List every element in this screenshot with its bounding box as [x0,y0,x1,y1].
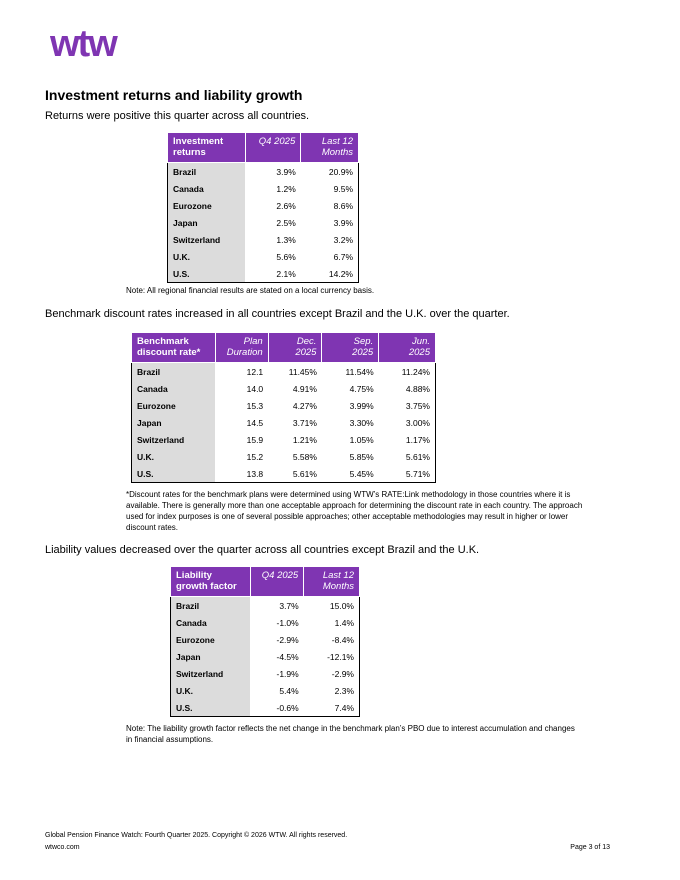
row-label: Switzerland [132,431,216,448]
table-cell: 5.61% [405,451,430,462]
table-row [168,197,359,214]
table-cell: 7.4% [334,702,354,713]
liability-growth-table [170,566,360,717]
investment-returns-table [167,132,359,283]
section-title: Investment returns and liability growth [45,87,303,103]
table-row [171,631,360,648]
page-number: Page 3 of 13 [570,844,610,851]
returns-note: Note: All regional financial results are stated on a local currency basis. [126,286,375,295]
table-cell: 13.8 [246,468,264,479]
table-cell: -12.1% [327,651,354,662]
row-label: Brazil [132,363,216,381]
table-row [168,180,359,197]
column-header [322,333,379,363]
row-label: Switzerland [171,665,251,682]
header-line: 2025 [352,347,374,358]
table-cell: 5.4% [279,685,299,696]
column-header [168,133,246,163]
table-cell: 2.6% [276,200,296,211]
table-row [168,265,359,283]
row-label: Canada [168,180,246,197]
header-line: returns [173,147,206,158]
table-cell: 1.21% [292,434,317,445]
table-cell: 14.5 [246,417,264,428]
header-line: 2025 [295,347,317,358]
footer-copyright: Global Pension Finance Watch: Fourth Quarter 2025. Copyright © 2026 WTW. All rights reserved. [45,832,348,839]
table-cell: 15.0% [329,600,354,611]
row-label: Japan [171,648,251,665]
table-cell: 1.3% [276,234,296,245]
table-cell: 3.99% [349,400,374,411]
column-header [301,133,359,163]
table-cell: 12.1 [246,366,264,377]
intro-discount: Benchmark discount rates increased in all countries except Brazil and the U.K. over the quarter. [45,308,510,320]
table-cell: 5.71% [405,468,430,479]
row-label: Canada [132,380,216,397]
table-row [171,665,360,682]
table-cell: 3.75% [405,400,430,411]
row-label: Japan [168,214,246,231]
table-cell: 3.7% [279,600,299,611]
table-cell: 14.0 [246,383,264,394]
table-row [171,648,360,665]
header-line: discount rate* [137,347,201,358]
column-header [132,333,216,363]
table-row [171,682,360,699]
header-line: growth factor [176,581,237,592]
table-row [132,363,436,381]
table-cell: 4.88% [405,383,430,394]
table-header-row [132,333,436,363]
header-line: 2025 [408,347,430,358]
header-line: Months [322,581,354,592]
table-cell: 14.2% [328,268,353,279]
header-line: Q4 2025 [261,570,299,581]
table-cell: 5.6% [276,251,296,262]
header-line: Q4 2025 [258,136,296,147]
row-label: U.K. [171,682,251,699]
column-header [245,133,301,163]
table-cell: 1.05% [349,434,374,445]
table-cell: -8.4% [331,634,354,645]
table-cell: -0.6% [276,702,299,713]
table-cell: -1.9% [276,668,299,679]
row-label: Switzerland [168,231,246,248]
table-row [168,231,359,248]
column-header [250,567,304,597]
table-row [168,214,359,231]
table-cell: 11.24% [401,366,430,377]
row-label: Eurozone [132,397,216,414]
column-header [304,567,360,597]
table-row [132,397,436,414]
liability-note: Note: The liability growth factor reflects the net change in the benchmark plan’s PBO due to interest accumulation and changes in financial assumptions. [126,724,575,744]
row-label: Canada [171,614,251,631]
header-line: Jun. [412,336,430,347]
table-cell: 3.9% [333,217,353,228]
table-header-row [168,133,359,163]
discount-note: *Discount rates for the benchmark plans were determined using WTW’s RATE:Link methodology in those countries where it is available. There is generally more than one acceptable approach for determining the discount rate in each country. The approach used for index purposes is one of several possible approaches; other acceptable methodologies may result in higher or lower discount rates. [126,490,583,532]
table-cell: 5.61% [292,468,317,479]
intro-returns: Returns were positive this quarter across all countries. [45,110,310,122]
table-cell: 11.45% [288,366,317,377]
header-line: Investment [173,136,224,147]
column-header [379,333,436,363]
intro-liability: Liability values decreased over the quarter across all countries except Brazil and the U.K. [45,544,480,556]
table-cell: 4.27% [292,400,317,411]
table-cell: 6.7% [333,251,353,262]
header-line: Last 12 [321,136,353,147]
table-row [168,163,359,181]
table-cell: 5.85% [349,451,374,462]
table-cell: 3.00% [405,417,430,428]
table-cell: 2.3% [334,685,354,696]
row-label: U.S. [171,699,251,717]
table-cell: 8.6% [333,200,353,211]
table-cell: 11.54% [345,366,374,377]
header-line: Last 12 [322,570,354,581]
table-cell: -2.9% [276,634,299,645]
table-cell: 15.9 [246,434,264,445]
header-line: Duration [226,347,263,358]
table-cell: 1.4% [334,617,354,628]
header-line: Sep. [353,336,374,347]
table-row [132,465,436,483]
table-cell: 20.9% [328,166,353,177]
table-cell: 3.30% [349,417,374,428]
header-line: Months [321,147,353,158]
footer-website[interactable]: wtwco.com [45,844,80,851]
table-row [132,431,436,448]
table-cell: 3.9% [276,166,296,177]
table-cell: -2.9% [331,668,354,679]
table-cell: 3.71% [292,417,317,428]
row-label: Japan [132,414,216,431]
column-header [171,567,251,597]
table-row [171,699,360,717]
header-line: Liability [176,570,212,581]
row-label: Brazil [171,597,251,615]
table-cell: 15.2 [246,451,264,462]
header-line: Dec. [296,336,317,347]
row-label: U.K. [132,448,216,465]
row-label: U.S. [132,465,216,483]
table-cell: 2.1% [276,268,296,279]
header-line: Benchmark [137,336,189,347]
table-cell: 15.3 [246,400,264,411]
table-cell: 9.5% [333,183,353,194]
discount-rate-table [131,332,436,483]
table-cell: 4.91% [292,383,317,394]
row-label: Eurozone [168,197,246,214]
row-label: U.K. [168,248,246,265]
table-cell: 3.2% [333,234,353,245]
table-header-row [171,567,360,597]
column-header [268,333,322,363]
logo-text: wtw [50,28,116,62]
table-row [132,414,436,431]
row-label: Brazil [168,163,246,181]
row-label: Eurozone [171,631,251,648]
header-line: Plan [243,336,263,347]
table-row [171,614,360,631]
table-row [171,597,360,615]
table-cell: 5.58% [292,451,317,462]
wtw-logo [50,28,145,67]
table-cell: 1.2% [276,183,296,194]
row-label: U.S. [168,265,246,283]
table-cell: 4.75% [349,383,374,394]
column-header [215,333,268,363]
table-cell: 5.45% [349,468,374,479]
table-cell: 1.17% [405,434,430,445]
table-row [132,448,436,465]
table-row [132,380,436,397]
table-cell: -1.0% [276,617,299,628]
table-row [168,248,359,265]
table-cell: -4.5% [276,651,299,662]
table-cell: 2.5% [276,217,296,228]
